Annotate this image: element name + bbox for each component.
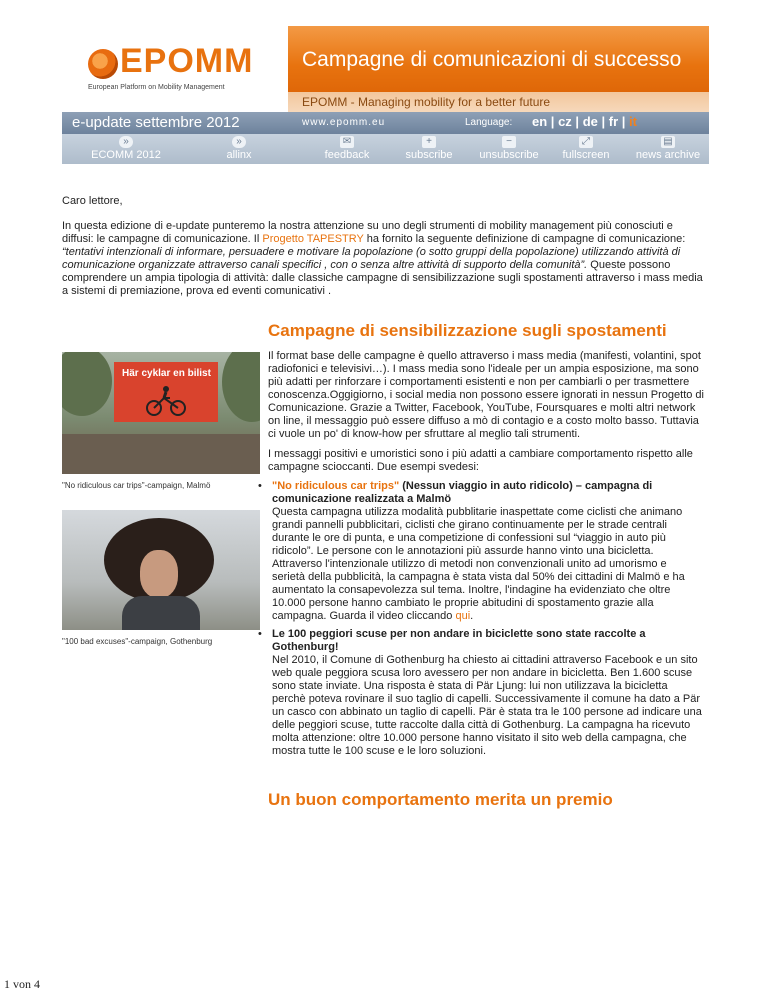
language-switcher bbox=[532, 114, 637, 129]
logo-subtitle: European Platform on Mobility Management bbox=[88, 84, 225, 91]
nav-label: fullscreen bbox=[562, 149, 610, 161]
mail-icon: ✉ bbox=[340, 136, 354, 148]
intro-paragraph bbox=[62, 220, 706, 298]
nav-label: allinx bbox=[226, 149, 252, 161]
gothenburg-campaign-photo bbox=[62, 510, 260, 630]
awareness-paragraph-1: Il format base delle campagne è quello attraverso i mass media (manifesti, volantini, spot radiofonici e televisivi…). I mass media sono l'ideale per un ampia esposizione, ma sono più adatti per rinforzare i comportamenti esistenti e non per cambiarli o per trasmettere conoscenza.Oggigiorno, i social media non possono essere ignorati in nessun Progetto di Comunicazione. Grazie a Twitter, Facebook, YouTube, Foursquares e molti altri network on line, il messaggio può essere diffuso a mò di contagio e a costo molto basso. Tuttavia ci vuole un po' di know-how per sfruttare al meglio tali strumenti. bbox=[268, 350, 704, 440]
malmo-campaign-text: Questa campagna utilizza modalità pubblitarie inaspettate come ciclisti che animano grandi pannelli pubblicitari, ciclisti che girano continuamente per le strade centrali durante le ore di punta, e una competizione di confessioni sul “viaggio in auto più ridicolo”. Le persone con le annotazioni più assurde hanno vinto una bicicletta. Attraverso l'intenzionale utilizzo di metodi non convenzionali unito ad umorismo e serietà della pubblicità, la campagna è stata vista dal 50% dei cittadini di Malmö e ha aumentato la consapevolezza sul tema. Inoltre, l'indagine ha evidenziato che oltre 10.000 persone hanno cambiato le proprie abitudini di spostamento grazie alla campagna. Guarda il video cliccando bbox=[272, 506, 685, 622]
list-item-body bbox=[272, 480, 702, 623]
lang-separator: | bbox=[550, 114, 555, 129]
malmo-campaign-photo bbox=[62, 352, 260, 474]
title-banner bbox=[288, 26, 709, 92]
logo-text: EPOMM bbox=[120, 42, 254, 80]
newsletter-header bbox=[62, 26, 709, 164]
nav-label: news archive bbox=[635, 149, 701, 161]
billboard-text: Här cyklar en bilist bbox=[122, 368, 211, 379]
nav-feedback[interactable] bbox=[312, 134, 382, 164]
nav-news-archive[interactable] bbox=[630, 134, 706, 164]
video-link[interactable]: qui bbox=[455, 610, 471, 622]
intro-text: ha fornito la seguente definizione di campagne di comunicazione: bbox=[363, 233, 686, 245]
epomm-logo-mark-icon bbox=[88, 49, 118, 79]
edition-title: e-update settembre 2012 bbox=[72, 114, 240, 131]
intro-text: In questa edizione di e-update punteremo la nostra attenzione su uno degli strumenti di mobility management più conosciuti e diffusi: le campagne di comunicazione. Il bbox=[62, 220, 673, 245]
gothenburg-campaign-title: Le 100 peggiori scuse per non andare in biciclette sono state raccolte a Gothenburg! bbox=[272, 628, 646, 653]
malmo-campaign-link[interactable]: "No ridiculous car trips" bbox=[272, 480, 400, 492]
tree-shape bbox=[222, 352, 260, 422]
nav-fullscreen[interactable] bbox=[554, 134, 618, 164]
website-link[interactable]: www.epomm.eu bbox=[302, 117, 386, 128]
nav-unsubscribe[interactable] bbox=[472, 134, 546, 164]
intro-text: Queste possono comprendere un ampia tipologia di attività: dalle classiche campagne di sensibilizzazione sugli spostamenti attraverso i mass media a sistemi di premiazione, prova ed eventi comunicativi . bbox=[62, 259, 703, 297]
shirt-shape bbox=[122, 596, 200, 630]
nav-ecomm-2012[interactable] bbox=[62, 134, 190, 164]
tapestry-link[interactable]: Progetto TAPESTRY bbox=[262, 233, 364, 245]
definition-quote: “tentativi intenzionali di informare, persuadere e motivare la popolazione (o sotto gruppi della popolazione) utilizzando attività di comunicazione organizzate attraverso canali specifici , con o senza altre attività di supporto della comunità”. bbox=[62, 246, 681, 271]
lang-de[interactable]: de bbox=[582, 114, 598, 129]
lang-fr[interactable]: fr bbox=[608, 114, 619, 129]
lang-it[interactable]: it bbox=[629, 114, 637, 129]
language-label: Language: bbox=[465, 117, 513, 128]
fullscreen-icon: ⤢ bbox=[579, 136, 593, 148]
nav-bar bbox=[62, 134, 709, 164]
double-chevron-icon: » bbox=[232, 136, 246, 148]
tagline-bar bbox=[288, 92, 709, 112]
banner-title: Campagne di comunicazioni di successo bbox=[302, 48, 682, 71]
awareness-paragraph-2: I messaggi positivi e umoristici sono i più adatti a cambiare comportamento rispetto alle campagne scioccanti. Due esempi svedesi: bbox=[268, 448, 693, 473]
malmo-campaign-title: (Nessun viaggio in auto ridicolo) – campagna di comunicazione realizzata a Malmö bbox=[272, 480, 653, 505]
lang-separator: | bbox=[621, 114, 626, 129]
section-title-awareness: Campagne di sensibilizzazione sugli spostamenti bbox=[268, 321, 667, 340]
tree-shape bbox=[62, 352, 112, 416]
greeting: Caro lettore, bbox=[62, 195, 123, 207]
nav-label: unsubscribe bbox=[479, 149, 539, 161]
face-shape bbox=[140, 550, 178, 598]
lang-en[interactable]: en bbox=[532, 114, 548, 129]
nav-subscribe[interactable] bbox=[394, 134, 464, 164]
street-shape bbox=[62, 434, 260, 474]
list-item-body bbox=[272, 628, 702, 758]
subscribe-icon: + bbox=[422, 136, 436, 148]
unsubscribe-icon: − bbox=[502, 136, 516, 148]
nav-label: ECOMM 2012 bbox=[91, 149, 161, 161]
bullet-dot: • bbox=[258, 628, 262, 640]
gothenburg-campaign-text: Nel 2010, il Comune di Gothenburg ha chiesto ai cittadini attraverso Facebook e un sito web quale peggiora scusa loro avessero per non andare in bicicletta. Ben 1.600 scuse sono state inviate. Una risposta è stata di Pär Ljung: lui non utilizzava la bicicletta perchè poteva rovinare il suo taglio di capelli. Successivamente il comune ha dato a Pär un casco con abbinato un taglio di capelli. Pär è stata tra le 100 persone ad indicare una delle peggiori scuse, tutte raccolte dalla città di Gothenburg. La campagna ha ricevuto molta attenzione: oltre 10.000 persone hanno visitato il sito web della campagna, che mostra tutte le 100 scuse e le loro soluzioni. bbox=[272, 654, 702, 757]
epomm-logo[interactable] bbox=[62, 26, 288, 112]
bullet-dot: • bbox=[258, 480, 262, 492]
lang-separator: | bbox=[601, 114, 606, 129]
page-number: 1 von 4 bbox=[4, 977, 40, 991]
nav-label: subscribe bbox=[405, 149, 453, 161]
photo-caption-malmo: "No ridiculous car trips"-campaign, Malmö bbox=[62, 481, 211, 490]
lang-separator: | bbox=[575, 114, 580, 129]
double-chevron-icon: » bbox=[119, 136, 133, 148]
nav-allinx[interactable] bbox=[190, 134, 288, 164]
photo-caption-gothenburg: "100 bad excuses"-campaign, Gothenburg bbox=[62, 637, 213, 646]
section-title-reward: Un buon comportamento merita un premio bbox=[268, 790, 613, 809]
tagline: EPOMM - Managing mobility for a better future bbox=[302, 95, 551, 109]
edition-bar bbox=[62, 112, 709, 134]
cyclist-icon bbox=[146, 386, 186, 416]
lang-cz[interactable]: cz bbox=[558, 114, 572, 129]
nav-label: feedback bbox=[324, 149, 370, 161]
sentence-end: . bbox=[470, 610, 474, 622]
archive-icon: ▤ bbox=[661, 136, 675, 148]
